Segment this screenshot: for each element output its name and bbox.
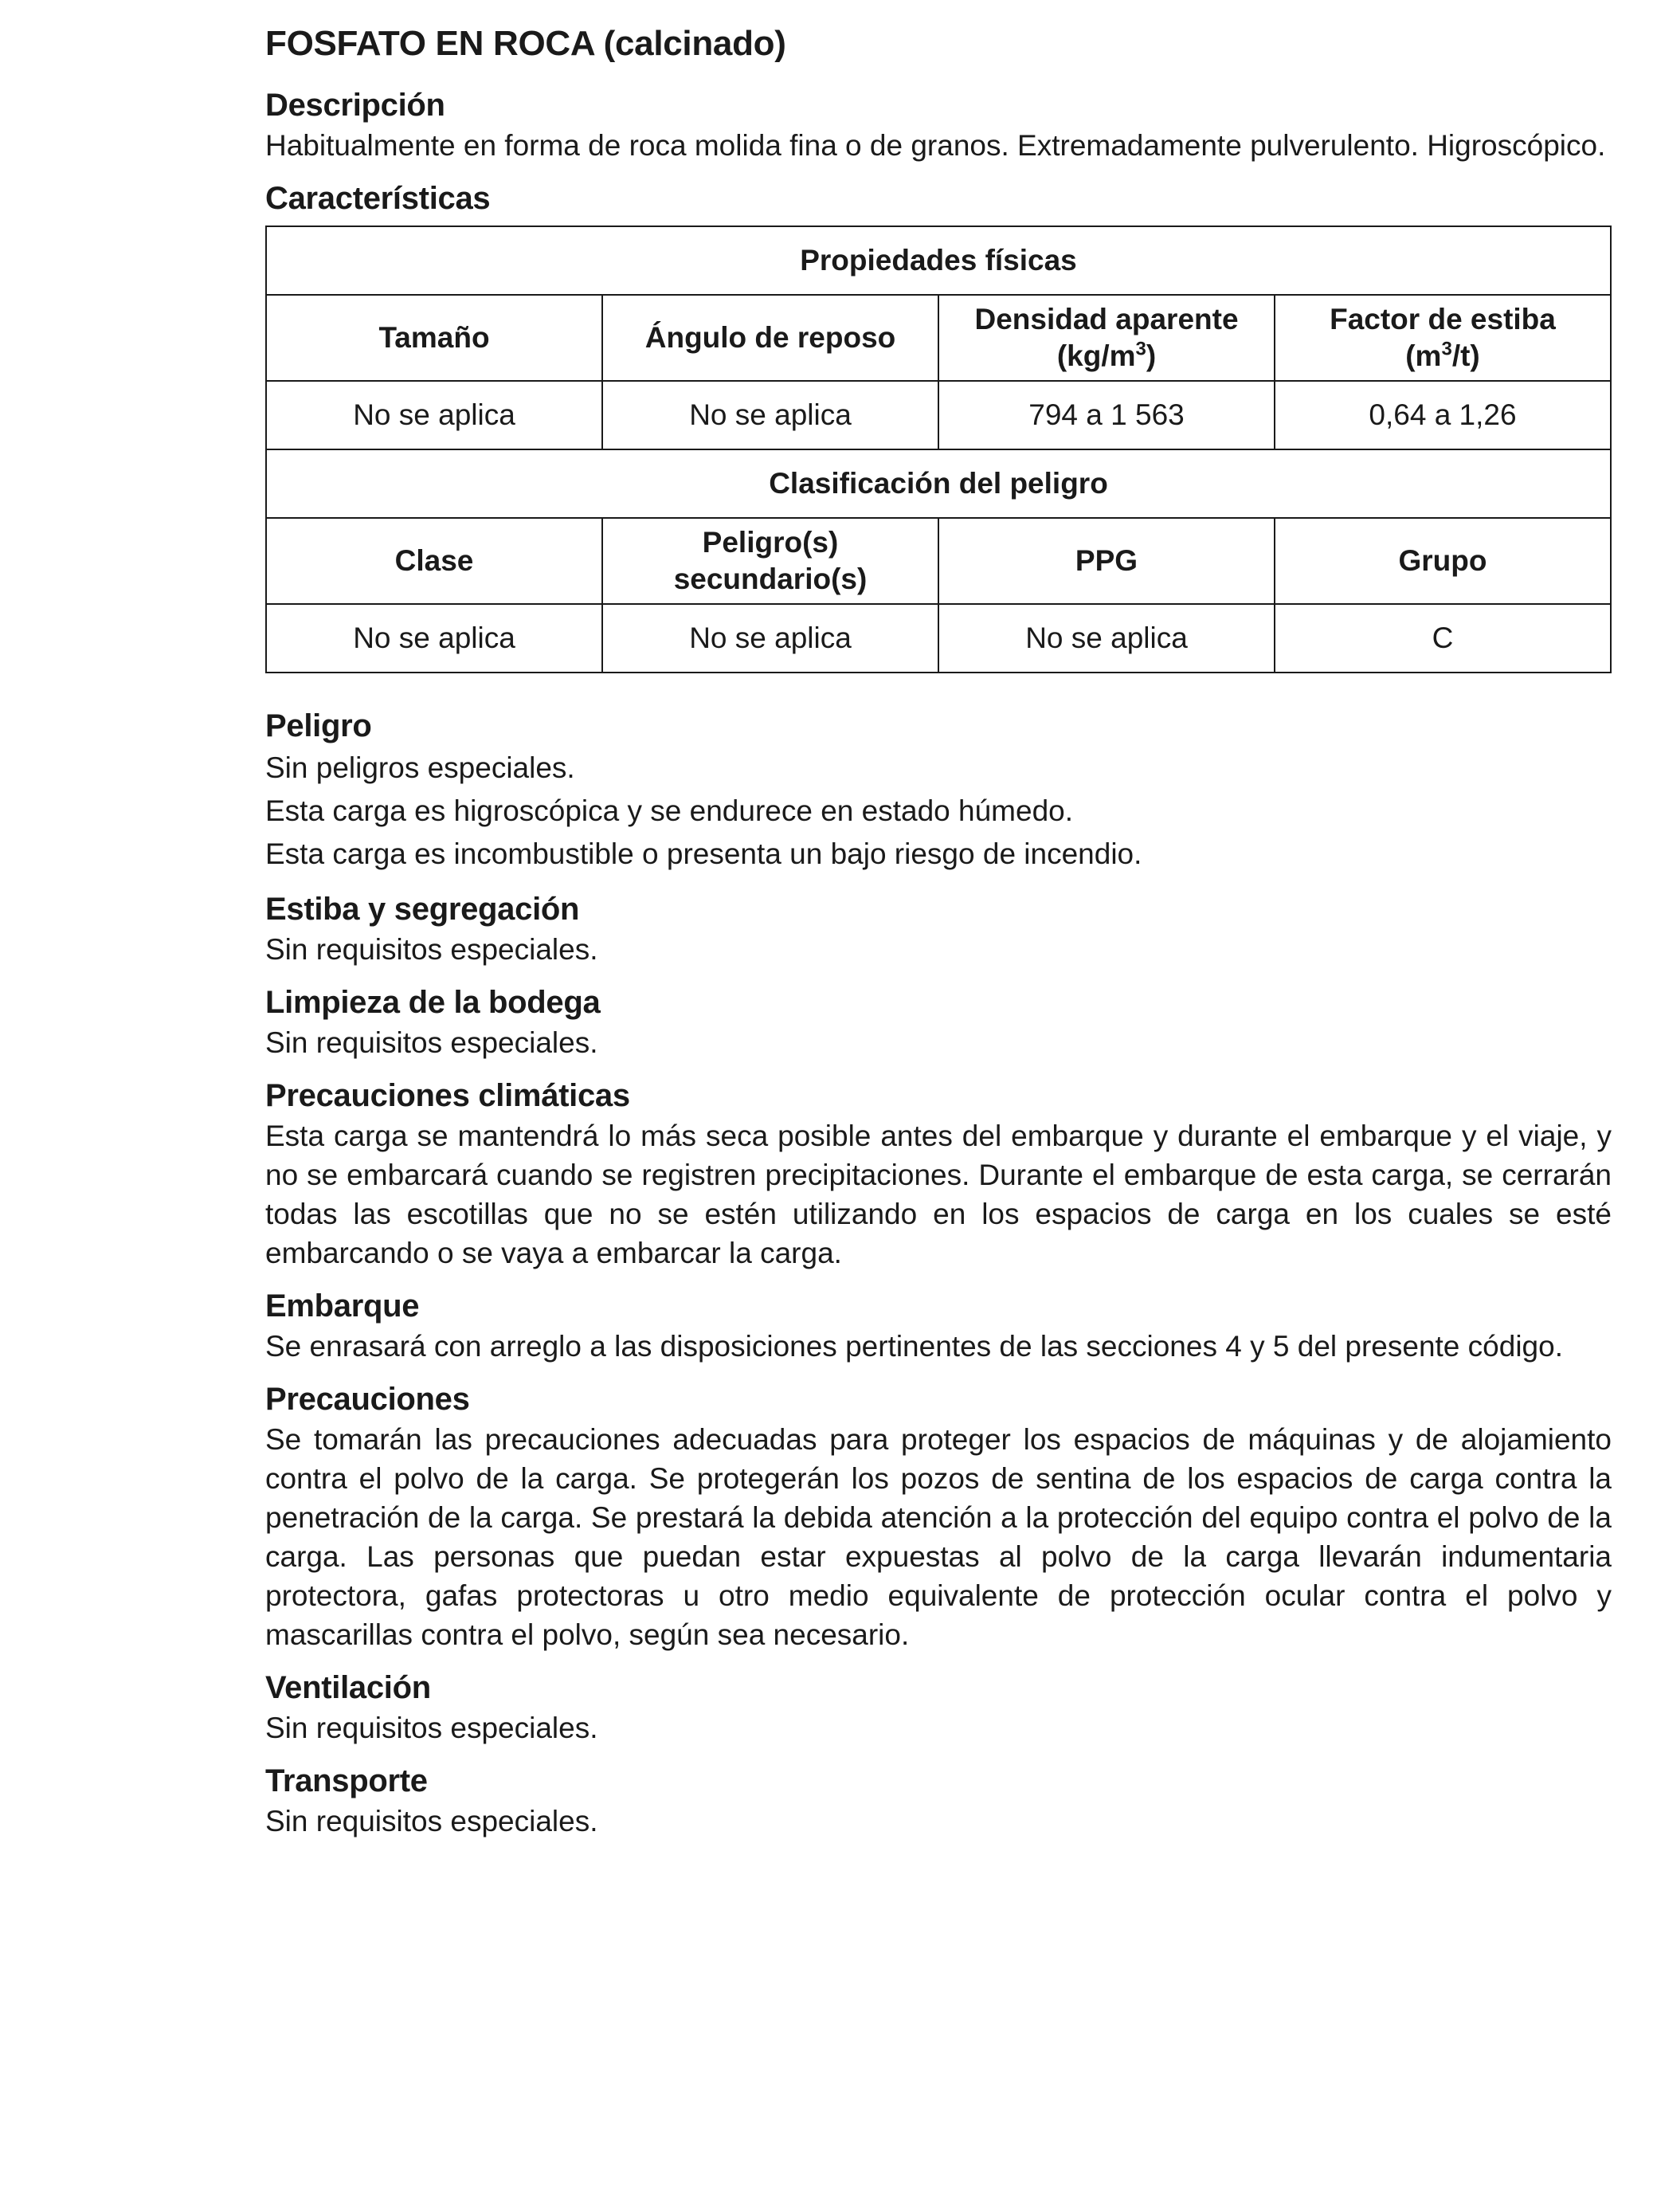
peligro-heading: Peligro — [265, 708, 372, 743]
header-tamano: Tamaño — [266, 295, 602, 381]
section-precauciones — [265, 1379, 1612, 1654]
estiba-heading: Estiba y segregación — [265, 892, 580, 927]
section-estiba — [265, 888, 1612, 969]
physical-properties-banner: Propiedades físicas — [266, 226, 1611, 295]
value-angulo: No se aplica — [602, 381, 938, 449]
header-peligros-secundarios: Peligro(s) secundario(s) — [602, 518, 938, 604]
embarque-heading: Embarque — [265, 1288, 420, 1324]
peligro-line: Sin peligros especiales. — [265, 751, 575, 784]
value-ppg: No se aplica — [938, 604, 1275, 673]
densidad-unit: $(kg/m^3)$ — [1056, 338, 1157, 372]
peligro-line: Esta carga es higroscópica y se endurece en estado húmedo. — [265, 794, 1074, 827]
value-factor-estiba: 0,64 a 1,26 — [1275, 381, 1611, 449]
section-descripcion — [265, 84, 1612, 165]
estiba-text: Sin requisitos especiales. — [265, 933, 598, 966]
header-angulo: Ángulo de reposo — [602, 295, 938, 381]
transporte-text: Sin requisitos especiales. — [265, 1805, 598, 1837]
value-grupo: C — [1275, 604, 1611, 673]
document-page — [265, 24, 1612, 1853]
properties-table — [265, 226, 1612, 673]
limpieza-heading: Limpieza de la bodega — [265, 985, 601, 1020]
caracteristicas-heading: Características — [265, 181, 491, 216]
limpieza-text: Sin requisitos especiales. — [265, 1026, 598, 1059]
section-peligro — [265, 705, 1612, 876]
transporte-heading: Transporte — [265, 1763, 428, 1798]
section-precauciones-climaticas — [265, 1075, 1612, 1273]
embarque-text: Se enrasará con arreglo a las disposiciones pertinentes de las secciones 4 y 5 del presente código. — [265, 1330, 1563, 1363]
document-title: FOSFATO EN ROCA (calcinado) — [265, 24, 786, 63]
descripcion-text: Habitualmente en forma de roca molida fina o de granos. Extremadamente pulverulento. Higroscópico. — [265, 129, 1606, 162]
descripcion-heading: Descripción — [265, 88, 445, 123]
precauciones-text: Se tomarán las precauciones adecuadas para proteger los espacios de máquinas y de alojamiento contra el polvo de la carga. Se protegerán los pozos de sentina de los espacios de carga contra la penetración de la carga. Se prestará la debida atención a la protección del equipo contra el polvo de la carga. Las personas que puedan estar expuestas al polvo de la carga llevarán indumentaria protectora, gafas protectoras u otro medio equivalente de protección ocular contra el polvo y mascarillas contra el polvo, según sea necesario. — [265, 1423, 1612, 1651]
climaticas-heading: Precauciones climáticas — [265, 1078, 630, 1113]
value-tamano: No se aplica — [266, 381, 602, 449]
header-clase: Clase — [266, 518, 602, 604]
section-limpieza — [265, 982, 1612, 1062]
value-peligros-secundarios: No se aplica — [602, 604, 938, 673]
factor-unit: $(m^3/t)$ — [1405, 338, 1480, 372]
header-grupo: Grupo — [1275, 518, 1611, 604]
header-densidad — [938, 295, 1275, 381]
climaticas-text: Esta carga se mantendrá lo más seca posible antes del embarque y durante el embarque y el viaje, y no se embarcará cuando se registren precipitaciones. Durante el embarque de esta carga, se cerrarán todas las escotillas que no se estén utilizando en los espacios de carga en los cuales se esté embarcando o se vaya a embarcar la carga. — [265, 1120, 1612, 1269]
section-transporte — [265, 1760, 1612, 1841]
header-factor-estiba — [1275, 295, 1611, 381]
value-densidad: 794 a 1 563 — [938, 381, 1275, 449]
peligro-line: Esta carga es incombustible o presenta un bajo riesgo de incendio. — [265, 837, 1142, 870]
factor-label: Factor de estiba — [1330, 303, 1556, 335]
section-caracteristicas — [265, 178, 1612, 673]
densidad-label: Densidad aparente — [974, 303, 1239, 335]
ventilacion-text: Sin requisitos especiales. — [265, 1712, 598, 1744]
value-clase: No se aplica — [266, 604, 602, 673]
section-ventilacion — [265, 1667, 1612, 1747]
hazard-classification-banner: Clasificación del peligro — [266, 449, 1611, 518]
section-embarque — [265, 1285, 1612, 1366]
header-ppg: PPG — [938, 518, 1275, 604]
ventilacion-heading: Ventilación — [265, 1670, 431, 1705]
precauciones-heading: Precauciones — [265, 1382, 470, 1417]
